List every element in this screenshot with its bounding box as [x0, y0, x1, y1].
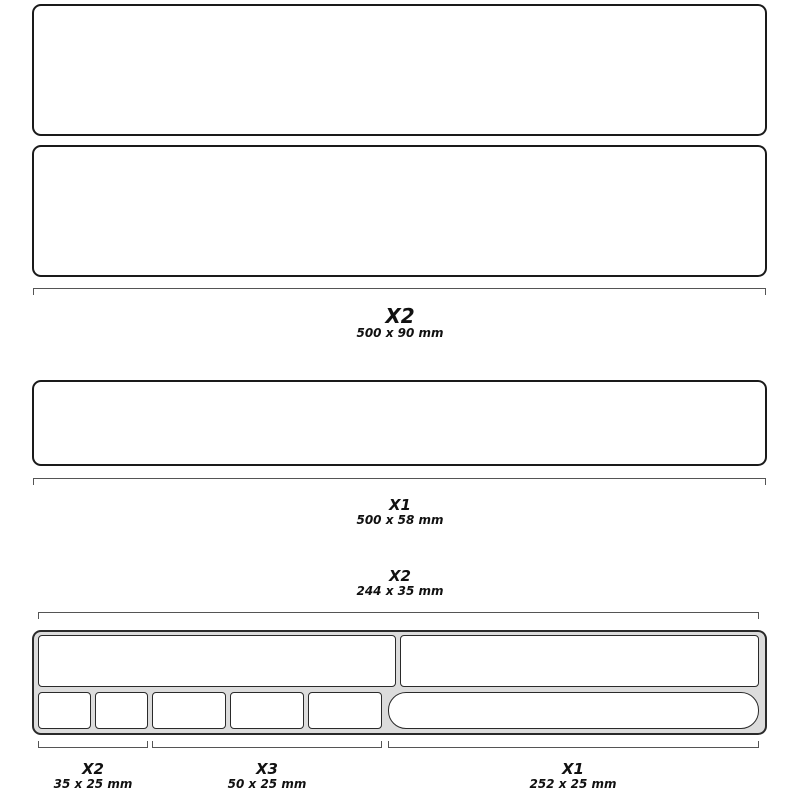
size-label: 35 x 25 mm — [53, 776, 133, 791]
dimension-label-244x35 — [300, 568, 500, 598]
quantity-label: X3 — [255, 760, 278, 778]
panel-35x25-1 — [38, 692, 91, 729]
dimension-bracket-252x25 — [388, 741, 759, 748]
dimension-bracket-50x25 — [152, 741, 382, 748]
quantity-label: X2 — [388, 567, 411, 585]
size-label: 500 x 90 mm — [356, 326, 444, 340]
quantity-label: X2 — [385, 304, 415, 328]
dimension-label-35x25 — [33, 761, 153, 791]
size-label: 244 x 35 mm — [356, 583, 444, 598]
quantity-label: X2 — [81, 760, 104, 778]
quantity-label: X1 — [561, 760, 584, 778]
dimension-bracket-500x90 — [33, 288, 766, 295]
panel-50x25-1 — [152, 692, 226, 729]
dimension-label-500x58 — [300, 497, 500, 527]
dimension-bracket-244x35 — [38, 612, 759, 619]
panel-244x35-left — [38, 635, 396, 687]
panel-35x25-2 — [95, 692, 148, 729]
panel-500x90-1 — [32, 4, 767, 136]
dimension-label-500x90 — [300, 305, 500, 340]
dimension-label-252x25 — [513, 761, 633, 791]
size-label: 500 x 58 mm — [356, 512, 444, 527]
panel-50x25-3 — [308, 692, 382, 729]
panel-500x90-2 — [32, 145, 767, 277]
dimension-bracket-500x58 — [33, 478, 766, 485]
dimension-bracket-35x25 — [38, 741, 148, 748]
dimension-label-50x25 — [207, 761, 327, 791]
panel-50x25-2 — [230, 692, 304, 729]
quantity-label: X1 — [388, 496, 411, 514]
panel-252x25 — [388, 692, 759, 729]
size-label: 252 x 25 mm — [529, 776, 617, 791]
size-label: 50 x 25 mm — [227, 776, 307, 791]
panel-244x35-right — [400, 635, 759, 687]
panel-500x58 — [32, 380, 767, 466]
